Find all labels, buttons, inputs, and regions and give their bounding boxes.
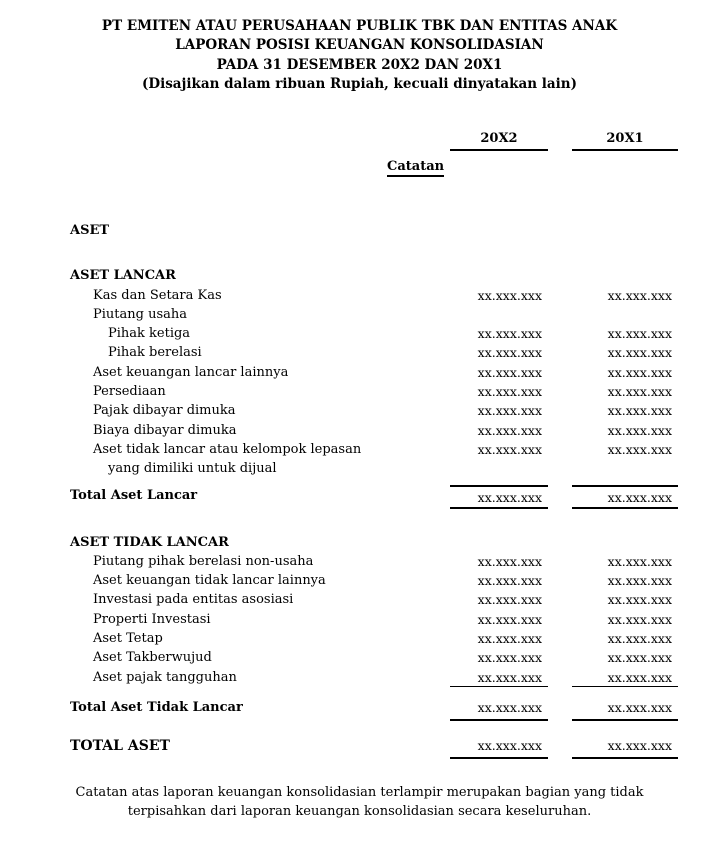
row-label: Total Aset Lancar: [70, 487, 198, 503]
column-gap: [548, 401, 572, 420]
value-20X2: xx.xxx.xxx: [450, 485, 548, 509]
company-name: PT EMITEN ATAU PERUSAHAAN PUBLIK TBK DAN ENTITAS ANAK: [101, 18, 618, 34]
row-label: Piutang pihak berelasi non-usaha: [93, 553, 314, 569]
column-gap: [548, 382, 572, 401]
value-20X2: xx.xxx.xxx: [477, 441, 542, 457]
row-label: Aset keuangan tidak lancar lainnya: [93, 573, 326, 589]
column-gap: [548, 533, 572, 552]
value-20X1: xx.xxx.xxx: [607, 326, 672, 342]
table-row: [0, 401, 719, 420]
value-20X1: xx.xxx.xxx: [607, 364, 672, 380]
row-label: Biaya dibayar dimuka: [93, 422, 237, 438]
value-20X1: xx.xxx.xxx: [607, 650, 672, 666]
column-gap: [548, 459, 572, 478]
table-row: [0, 363, 719, 382]
column-gap: [548, 286, 572, 305]
value-20X1: xx.xxx.xxx: [607, 403, 672, 419]
value-20X2: xx.xxx.xxx: [477, 326, 542, 342]
row-label: Aset keuangan lancar lainnya: [93, 364, 289, 380]
statement-period: PADA 31 DESEMBER 20X2 DAN 20X1: [216, 56, 503, 73]
statement-footnote: [0, 783, 719, 822]
table-row: [0, 440, 719, 459]
row-label: Persediaan: [93, 384, 166, 400]
column-gap: [548, 610, 572, 629]
row-label: Aset pajak tangguhan: [93, 669, 237, 685]
value-20X1: [572, 305, 678, 324]
column-gap: [548, 221, 572, 240]
column-gap: [548, 363, 572, 382]
row-label: Pihak berelasi: [108, 345, 202, 361]
column-gap: [548, 629, 572, 648]
table-row: [0, 221, 719, 240]
value-20X2: xx.xxx.xxx: [477, 345, 542, 361]
value-20X1: xx.xxx.xxx: [572, 697, 678, 721]
value-20X2: xx.xxx.xxx: [477, 611, 542, 627]
value-20X2: xx.xxx.xxx: [450, 735, 548, 759]
table-row: [0, 697, 719, 721]
value-20X2: xx.xxx.xxx: [450, 697, 548, 721]
value-20X1: xx.xxx.xxx: [607, 287, 672, 303]
column-header-catatan: Catatan: [387, 159, 444, 177]
row-label: Total Aset Tidak Lancar: [70, 699, 243, 715]
value-20X2: xx.xxx.xxx: [477, 287, 542, 303]
value-20X2: xx.xxx.xxx: [477, 592, 542, 608]
value-20X2: [450, 305, 548, 324]
footnote-line-1: Catatan atas laporan keuangan konsolidasian terlampir merupakan bagian yang tidak: [75, 785, 644, 800]
table-row: [0, 266, 719, 285]
row-label: Pajak dibayar dimuka: [93, 403, 236, 419]
table-row: [0, 590, 719, 609]
table-row: [0, 286, 719, 305]
column-gap: [548, 552, 572, 571]
column-gap: [548, 648, 572, 667]
value-20X2: [450, 266, 548, 285]
value-20X1: [572, 533, 678, 552]
value-20X2: xx.xxx.xxx: [477, 403, 542, 419]
table-row: [0, 629, 719, 648]
column-gap: [548, 343, 572, 362]
statement-header: [0, 0, 719, 94]
value-20X1: xx.xxx.xxx: [607, 345, 672, 361]
value-20X1: [572, 266, 678, 285]
column-gap: [548, 697, 572, 721]
table-row: [0, 648, 719, 667]
value-20X1: xx.xxx.xxx: [607, 384, 672, 400]
row-label: Aset Tetap: [93, 631, 163, 647]
row-label: ASET: [70, 223, 110, 238]
table-row: [0, 305, 719, 324]
column-gap: [548, 421, 572, 440]
value-20X2: xx.xxx.xxx: [477, 364, 542, 380]
column-gap: [548, 324, 572, 343]
table-row: [0, 571, 719, 590]
column-gap: [548, 668, 572, 687]
column-header-20X1: 20X1: [572, 131, 678, 151]
table-row: [0, 459, 719, 478]
table-row: [0, 610, 719, 629]
column-header-20X2: 20X2: [450, 131, 548, 151]
row-label: Aset tidak lancar atau kelompok lepasan: [93, 441, 362, 457]
column-gap: [548, 485, 572, 509]
value-20X1: [572, 459, 678, 478]
value-20X2: xx.xxx.xxx: [477, 573, 542, 589]
row-label: Kas dan Setara Kas: [93, 287, 222, 303]
column-gap: [548, 305, 572, 324]
table-row: [0, 668, 719, 687]
table-row: [0, 552, 719, 571]
value-20X1: xx.xxx.xxx: [607, 422, 672, 438]
value-20X1: xx.xxx.xxx: [572, 735, 678, 759]
table-row: [0, 324, 719, 343]
value-20X2: xx.xxx.xxx: [477, 553, 542, 569]
column-gap: [548, 571, 572, 590]
value-20X2: [450, 533, 548, 552]
value-20X2: xx.xxx.xxx: [477, 422, 542, 438]
value-20X1: xx.xxx.xxx: [607, 573, 672, 589]
row-label: ASET TIDAK LANCAR: [70, 534, 229, 550]
statement-table-rows: [0, 195, 719, 759]
row-label: Investasi pada entitas asosiasi: [93, 592, 294, 608]
value-20X2: xx.xxx.xxx: [450, 668, 548, 687]
table-row: [0, 382, 719, 401]
row-label: Pihak ketiga: [108, 326, 191, 342]
value-20X2: [450, 459, 548, 478]
value-20X1: xx.xxx.xxx: [607, 592, 672, 608]
value-20X1: xx.xxx.xxx: [607, 631, 672, 647]
row-label: TOTAL ASET: [70, 737, 170, 754]
value-20X1: xx.xxx.xxx: [572, 485, 678, 509]
row-label: ASET LANCAR: [70, 268, 176, 284]
value-20X2: xx.xxx.xxx: [477, 650, 542, 666]
row-label: Aset Takberwujud: [93, 650, 212, 666]
value-20X2: [450, 221, 548, 240]
table-row: [0, 421, 719, 440]
footnote-line-2: terpisahkan dari laporan keuangan konsolidasian secara keseluruhan.: [127, 804, 592, 820]
row-label: Piutang usaha: [93, 306, 187, 322]
table-row: [0, 485, 719, 509]
value-20X1: [572, 221, 678, 240]
row-label: yang dimiliki untuk dijual: [108, 461, 277, 477]
value-20X1: xx.xxx.xxx: [572, 668, 678, 687]
column-gap: [548, 590, 572, 609]
value-20X1: xx.xxx.xxx: [607, 441, 672, 457]
row-label: Properti Investasi: [93, 611, 211, 627]
column-gap: [548, 440, 572, 459]
column-gap: [548, 266, 572, 285]
value-20X2: xx.xxx.xxx: [477, 384, 542, 400]
table-row: [0, 343, 719, 362]
currency-note: (Disajikan dalam ribuan Rupiah, kecuali dinyatakan lain): [141, 75, 578, 92]
value-20X2: xx.xxx.xxx: [477, 631, 542, 647]
statement-title: LAPORAN POSISI KEUANGAN KONSOLIDASIAN: [175, 37, 544, 54]
value-20X1: xx.xxx.xxx: [607, 553, 672, 569]
table-row: [0, 735, 719, 759]
table-row: [0, 533, 719, 552]
value-20X1: xx.xxx.xxx: [607, 611, 672, 627]
column-gap: [548, 735, 572, 759]
